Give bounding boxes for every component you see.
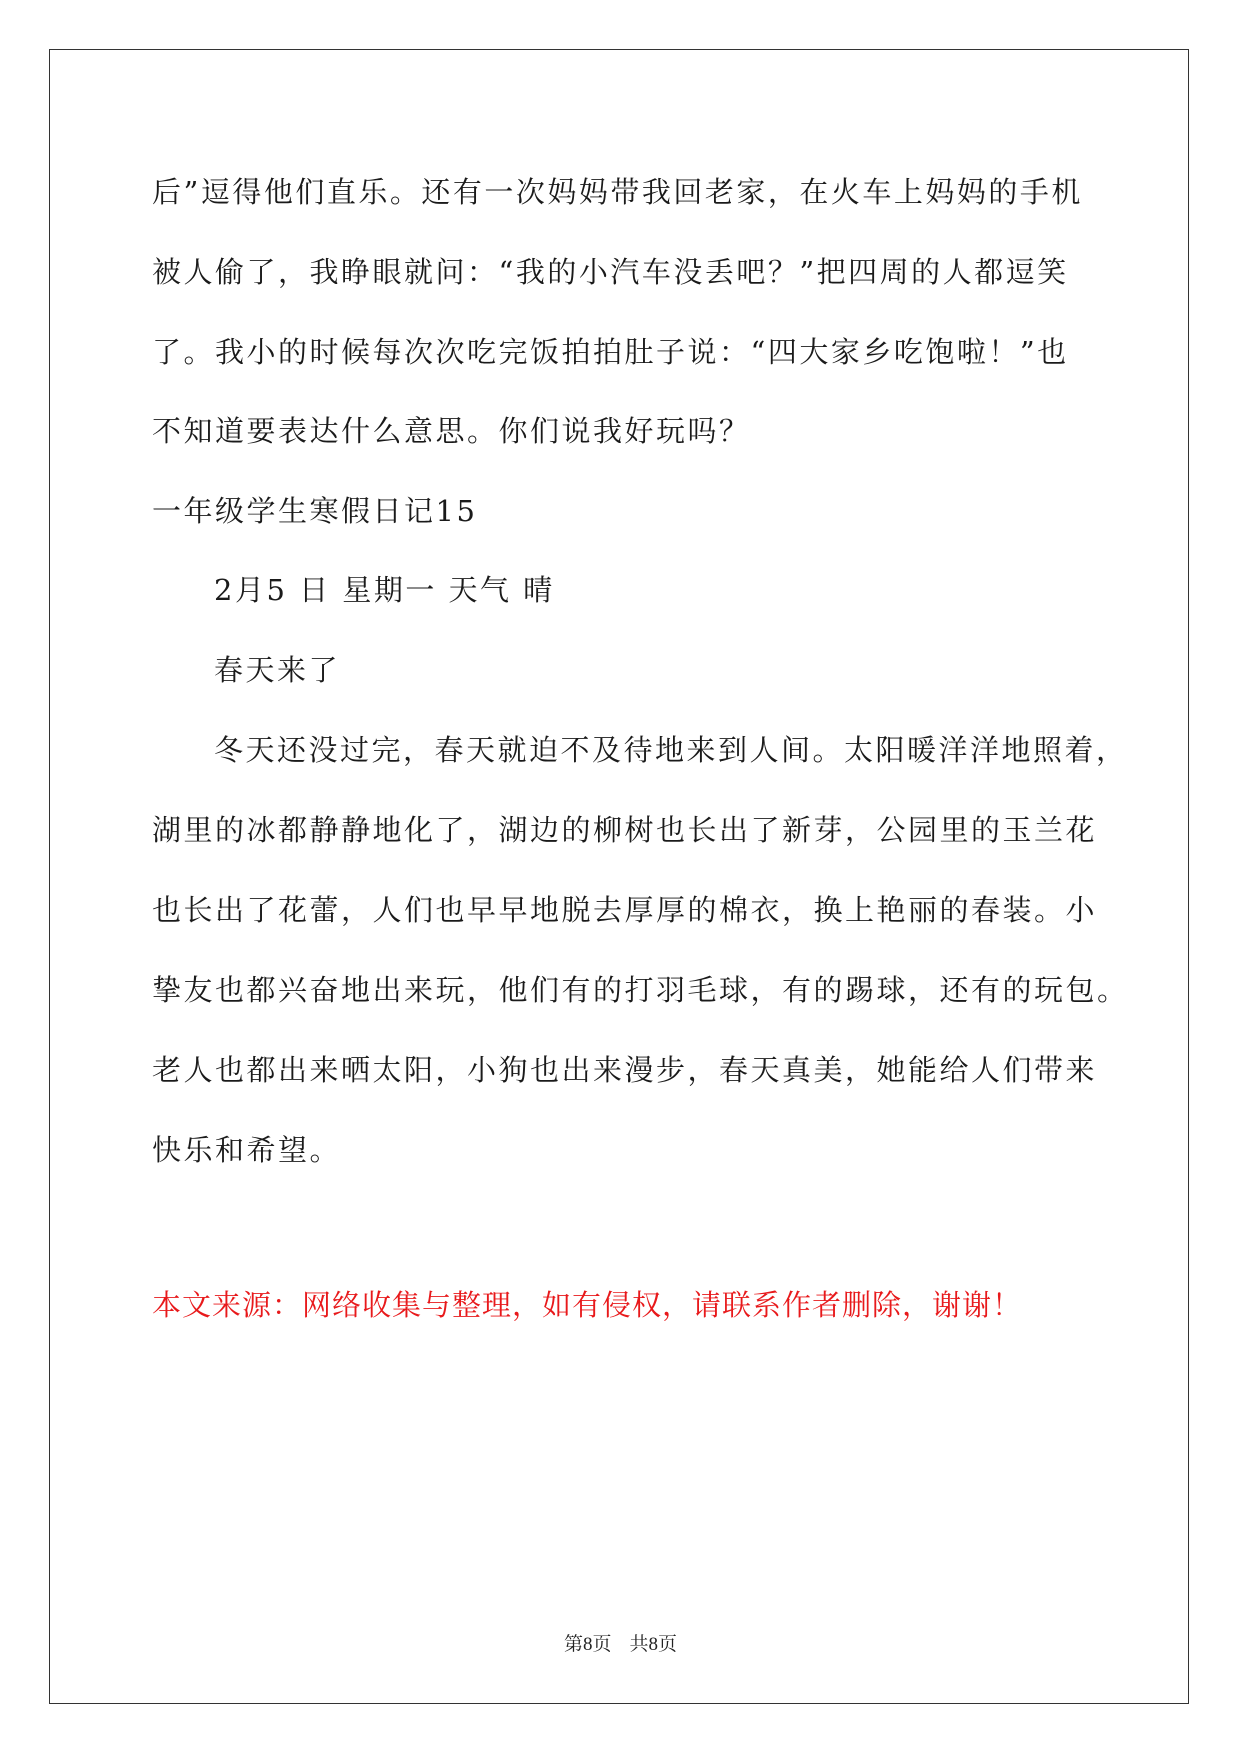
body-text-line: 了。我小的时候每次次吃完饭拍拍肚子说：“四大家乡吃饱啦！”也 xyxy=(152,335,1069,369)
body-text-line: 冬天还没过完，春天就迫不及待地来到人间。太阳暖洋洋地照着， xyxy=(214,733,1128,767)
page-footer xyxy=(0,1633,1241,1657)
body-text-line: 挚友也都兴奋地出来玩，他们有的打羽毛球，有的踢球，还有的玩包。 xyxy=(152,973,1129,1007)
body-text-line: 老人也都出来晒太阳，小狗也出来漫步，春天真美，她能给人们带来 xyxy=(152,1053,1098,1087)
page-number-current: 第8页 xyxy=(563,1634,612,1655)
page-number-total: 共8页 xyxy=(629,1634,678,1655)
diary-date-line: 2月5 日 星期一 天气 晴 xyxy=(214,573,555,607)
body-text-line: 湖里的冰都静静地化了，湖边的柳树也长出了新芽，公园里的玉兰花 xyxy=(152,813,1098,847)
section-title: 一年级学生寒假日记15 xyxy=(152,494,478,528)
body-text-line: 不知道要表达什么意思。你们说我好玩吗？ xyxy=(152,414,751,448)
page-border xyxy=(49,49,1189,1704)
body-text-line: 快乐和希望。 xyxy=(152,1133,342,1167)
body-text-line: 后”逗得他们直乐。还有一次妈妈带我回老家，在火车上妈妈的手机 xyxy=(152,175,1083,209)
body-text-line: 也长出了花蕾，人们也早早地脱去厚厚的棉衣，换上艳丽的春装。小 xyxy=(152,893,1098,927)
diary-title: 春天来了 xyxy=(214,653,341,687)
source-note: 本文来源：网络收集与整理，如有侵权，请联系作者删除，谢谢！ xyxy=(152,1288,1023,1322)
body-text-line: 被人偷了，我睁眼就问：“我的小汽车没丢吧？”把四周的人都逗笑 xyxy=(152,255,1069,289)
